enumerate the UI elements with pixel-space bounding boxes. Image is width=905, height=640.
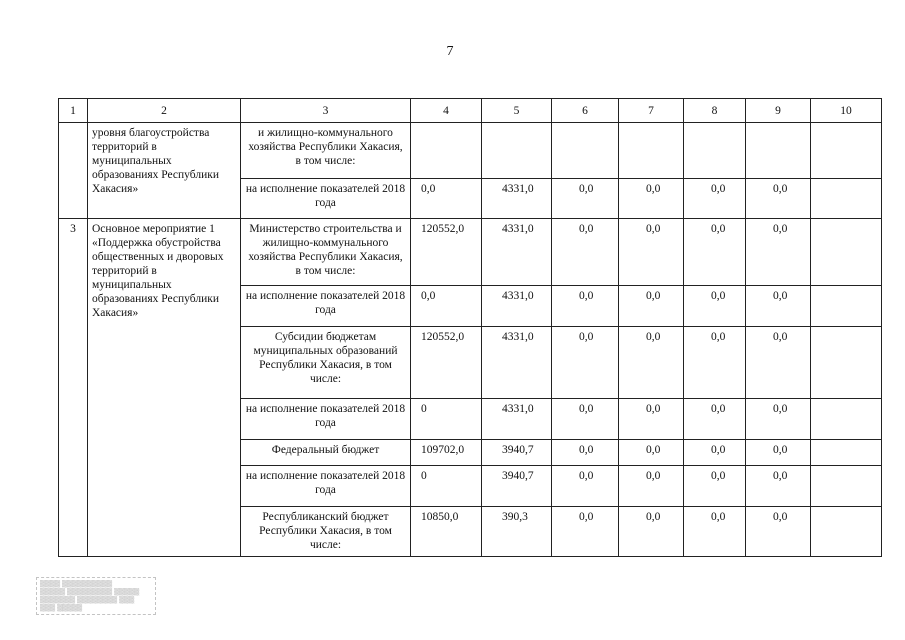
value-cell-col4: 120552,0 (411, 219, 482, 286)
funding-source-cell: Министерство строительства и жилищно-коммунального хозяйства Республики Хакасия, в том числе: (241, 219, 411, 286)
value-cell-col6: 0,0 (552, 327, 619, 399)
value-cell-col10 (811, 507, 882, 557)
value-cell-col10 (811, 179, 882, 219)
funding-source-cell: и жилищно-коммунального хозяйства Республики Хакасия, в том числе: (241, 123, 411, 179)
header-cell-8: 8 (684, 99, 746, 123)
value-cell-col6: 0,0 (552, 179, 619, 219)
header-cell-10: 10 (811, 99, 882, 123)
header-cell-3: 3 (241, 99, 411, 123)
value-cell-col6: 0,0 (552, 286, 619, 327)
value-cell-col9: 0,0 (746, 179, 811, 219)
value-cell-col4: 120552,0 (411, 327, 482, 399)
value-cell-col8: 0,0 (684, 466, 746, 507)
value-cell-col7: 0,0 (619, 286, 684, 327)
header-cell-9: 9 (746, 99, 811, 123)
funding-source-cell: на исполнение показателей 2018 года (241, 466, 411, 507)
value-cell-col6: 0,0 (552, 399, 619, 440)
value-cell-col4: 0 (411, 466, 482, 507)
value-cell-col5 (482, 123, 552, 179)
funding-source-cell: Республиканский бюджет Республики Хакасия, в том числе: (241, 507, 411, 557)
header-cell-7: 7 (619, 99, 684, 123)
value-cell-col8: 0,0 (684, 327, 746, 399)
value-cell-col5: 4331,0 (482, 219, 552, 286)
funding-source-cell: Федеральный бюджет (241, 440, 411, 466)
value-cell-col6: 0,0 (552, 507, 619, 557)
value-cell-col10 (811, 466, 882, 507)
value-cell-col5: 3940,7 (482, 466, 552, 507)
activity-name-cell: Основное мероприятие 1 «Поддержка обустройства общественных и дворовых территорий в муниципальных образованиях Республики Хакасия» (88, 219, 241, 557)
funding-source-cell: Субсидии бюджетам муниципальных образований Республики Хакасия, в том числе: (241, 327, 411, 399)
header-cell-4: 4 (411, 99, 482, 123)
value-cell-col6: 0,0 (552, 440, 619, 466)
value-cell-col7: 0,0 (619, 327, 684, 399)
header-cell-2: 2 (88, 99, 241, 123)
value-cell-col9: 0,0 (746, 466, 811, 507)
header-cell-5: 5 (482, 99, 552, 123)
value-cell-col6 (552, 123, 619, 179)
value-cell-col10 (811, 327, 882, 399)
value-cell-col8 (684, 123, 746, 179)
value-cell-col6: 0,0 (552, 219, 619, 286)
value-cell-col9: 0,0 (746, 286, 811, 327)
value-cell-col9: 0,0 (746, 507, 811, 557)
value-cell-col7: 0,0 (619, 399, 684, 440)
value-cell-col5: 4331,0 (482, 179, 552, 219)
value-cell-col7: 0,0 (619, 440, 684, 466)
header-cell-6: 6 (552, 99, 619, 123)
value-cell-col10 (811, 440, 882, 466)
value-cell-col7: 0,0 (619, 179, 684, 219)
value-cell-col8: 0,0 (684, 507, 746, 557)
value-cell-col4: 10850,0 (411, 507, 482, 557)
table-row (59, 123, 882, 179)
value-cell-col10 (811, 399, 882, 440)
value-cell-col7: 0,0 (619, 219, 684, 286)
value-cell-col7 (619, 123, 684, 179)
value-cell-col8: 0,0 (684, 179, 746, 219)
value-cell-col6: 0,0 (552, 466, 619, 507)
stamp: ▒▒▒▒ ▒▒▒▒▒▒▒▒▒▒ ▒▒▒▒▒ ▒▒▒▒▒▒▒▒▒ ▒▒▒▒▒ ▒▒▒▒▒▒▒ ▒▒▒▒▒▒▒▒ ▒▒▒ ▒▒▒ ▒▒▒▒▒ (36, 577, 156, 619)
value-cell-col4: 0,0 (411, 179, 482, 219)
value-cell-col5: 4331,0 (482, 399, 552, 440)
value-cell-col9: 0,0 (746, 399, 811, 440)
value-cell-col9: 0,0 (746, 440, 811, 466)
value-cell-col8: 0,0 (684, 440, 746, 466)
value-cell-col4: 0,0 (411, 286, 482, 327)
value-cell-col5: 4331,0 (482, 286, 552, 327)
value-cell-col5: 3940,7 (482, 440, 552, 466)
value-cell-col10 (811, 286, 882, 327)
value-cell-col7: 0,0 (619, 466, 684, 507)
value-cell-col8: 0,0 (684, 286, 746, 327)
header-cell-1: 1 (59, 99, 88, 123)
value-cell-col8: 0,0 (684, 399, 746, 440)
value-cell-col5: 4331,0 (482, 327, 552, 399)
activity-name-cell: уровня благоустройства территорий в муниципальных образованиях Республики Хакасия» (88, 123, 241, 219)
value-cell-col10 (811, 123, 882, 179)
value-cell-col4 (411, 123, 482, 179)
table-row (59, 219, 882, 286)
header-row (59, 99, 882, 123)
funding-source-cell: на исполнение показателей 2018 года (241, 179, 411, 219)
row-number-cell (59, 123, 88, 219)
page-number: 7 (446, 44, 454, 59)
value-cell-col10 (811, 219, 882, 286)
funding-source-cell: на исполнение показателей 2018 года (241, 286, 411, 327)
value-cell-col9: 0,0 (746, 219, 811, 286)
value-cell-col7: 0,0 (619, 507, 684, 557)
value-cell-col9 (746, 123, 811, 179)
value-cell-col9: 0,0 (746, 327, 811, 399)
value-cell-col5: 390,3 (482, 507, 552, 557)
row-number-cell: 3 (59, 219, 88, 557)
value-cell-col8: 0,0 (684, 219, 746, 286)
value-cell-col4: 0 (411, 399, 482, 440)
value-cell-col4: 109702,0 (411, 440, 482, 466)
funding-source-cell: на исполнение показателей 2018 года (241, 399, 411, 440)
budget-table (58, 98, 882, 557)
